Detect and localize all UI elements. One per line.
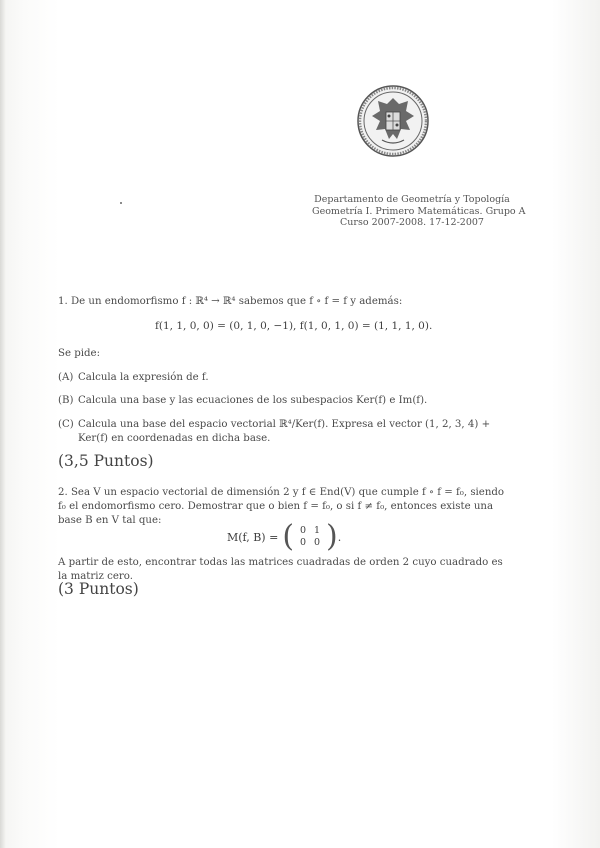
matrix-cell: 0 <box>300 537 307 548</box>
item-letter: (A) <box>58 372 74 383</box>
department-header <box>312 194 526 229</box>
problem1-points: (3,5 Puntos) <box>58 452 154 470</box>
problem2-followup: A partir de esto, encontrar todas las matrices cuadradas de orden 2 cuyo cuadrado es la matriz cero. <box>58 557 503 582</box>
matrix-cell: 1 <box>314 525 321 536</box>
item-text: Calcula la expresión de f. <box>78 372 209 383</box>
problem1-item-c <box>58 418 513 446</box>
problem1-item-a <box>58 372 513 383</box>
item-text: Calcula una base del espacio vectorial ℝ⁴/Ker(f). Expresa el vector (1, 2, 3, 4) + Ker(f) en coordenadas en dicha base. <box>78 419 491 444</box>
matrix-grid <box>294 525 326 549</box>
matrix-cell: 0 <box>314 537 321 548</box>
matrix <box>282 519 338 554</box>
problem1-se-pide: Se pide: <box>58 348 101 359</box>
header-line-3: Curso 2007-2008. 17-12-2007 <box>340 217 484 228</box>
stray-dot <box>120 202 122 204</box>
problem2-equation <box>227 519 342 554</box>
matrix-cell: 0 <box>300 525 307 536</box>
problem1-equation: f(1, 1, 0, 0) = (0, 1, 0, −1), f(1, 0, 1, 0) = (1, 1, 1, 0). <box>155 320 433 332</box>
page-edge-shadow <box>0 0 6 848</box>
item-letter: (B) <box>58 395 74 406</box>
problem1-intro: 1. De un endomorfismo f : ℝ⁴ → ℝ⁴ sabemos que f ∘ f = f y además: <box>58 296 403 307</box>
problem1-item-b <box>58 395 513 406</box>
equation-lhs: M(f, B) = <box>227 530 279 544</box>
header-line-2: Geometría I. Primero Matemáticas. Grupo A <box>312 205 526 217</box>
right-paren: ) <box>326 519 338 554</box>
left-paren: ( <box>282 519 295 554</box>
header-line-1: Departamento de Geometría y Topología <box>314 194 510 205</box>
university-seal-icon <box>356 84 430 158</box>
item-text: Calcula una base y las ecuaciones de los subespacios Ker(f) e Im(f). <box>78 395 428 406</box>
item-letter: (C) <box>58 419 74 430</box>
equation-end: . <box>337 530 342 544</box>
problem2-points: (3 Puntos) <box>58 580 139 598</box>
problem2-intro: 2. Sea V un espacio vectorial de dimensión 2 y f ∈ End(V) que cumple f ∘ f = f₀, siendo f₀ el endomorfismo cero. Demostrar que o bien f = f₀, o si f ≠ f₀, entonces existe una base B en V tal que: <box>58 487 505 526</box>
